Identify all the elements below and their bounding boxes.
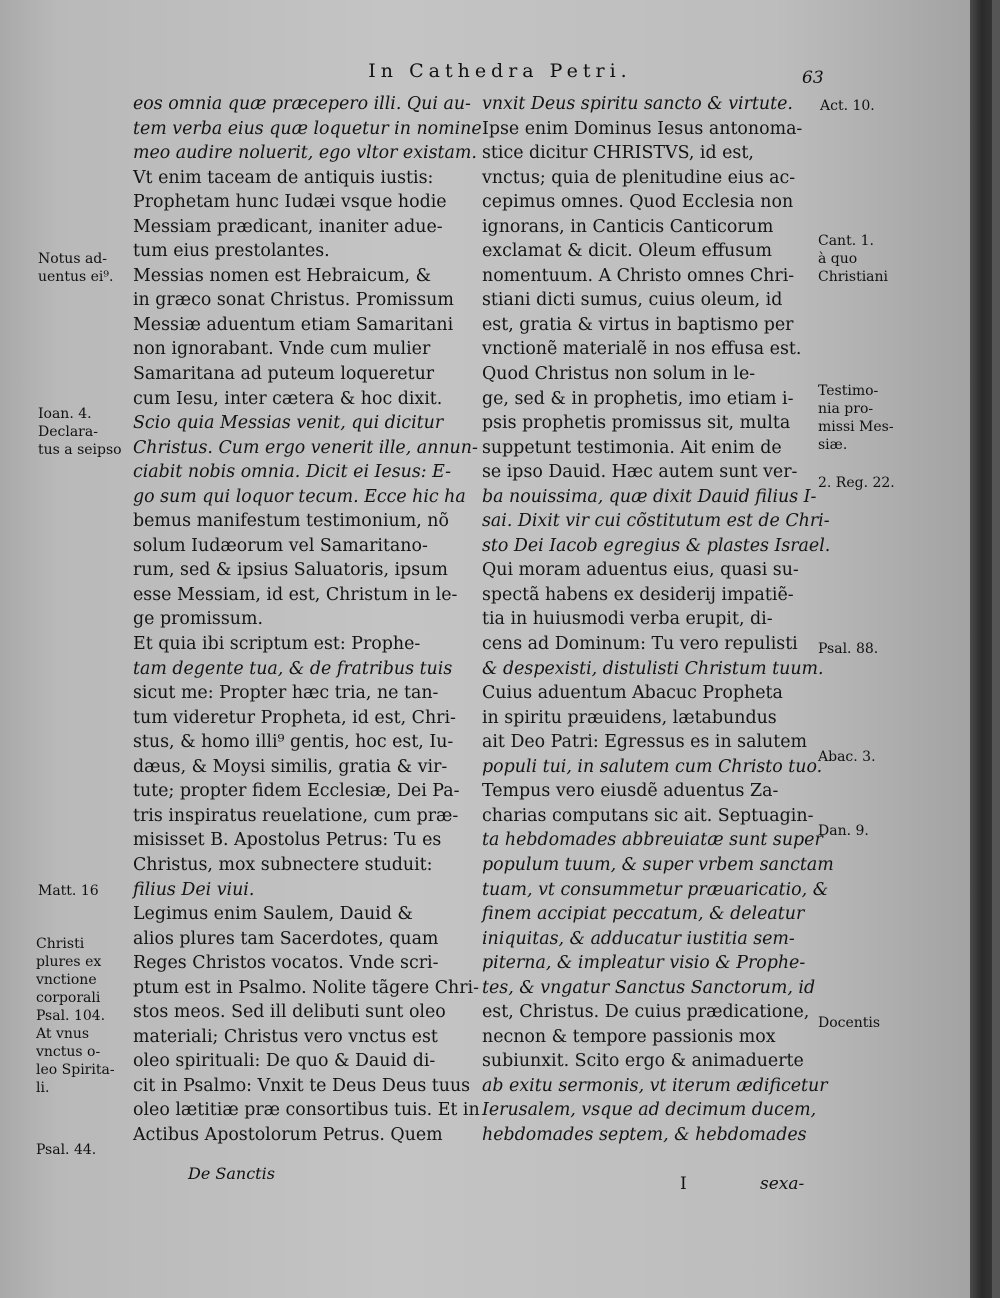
text-line: ab exitu sermonis, vt iterum ædificetur (482, 1075, 828, 1096)
text-line: ait Deo Patri: Egressus es in salutem (482, 732, 808, 753)
text-line: ta hebdomades abbreuiatæ sunt super (482, 830, 823, 851)
text-line: filius Dei viui. (133, 879, 255, 900)
text-line: tem verba eius quæ loquetur in nomine (133, 118, 482, 139)
text-line: Christus, mox subnectere studuit: (133, 854, 433, 875)
margin-note-reg (818, 474, 895, 492)
margin-note-ioan (38, 405, 122, 459)
text-line: & despexisti, distulisti Christum tuum. (482, 658, 824, 679)
text-line: Christus. Cum ergo venerit ille, annun- (133, 437, 478, 458)
margin-note-line: plures ex (36, 954, 102, 970)
text-line: stiani dicti sumus, cuius oleum, id (482, 290, 783, 311)
text-line: Actibus Apostolorum Petrus. Quem (133, 1124, 443, 1145)
text-line: stos meos. Sed ill delibuti sunt oleo (133, 1002, 446, 1023)
margin-note-testimonia (818, 382, 894, 454)
text-line: Vt enim taceam de antiquis iustis: (133, 167, 434, 188)
text-line: Legimus enim Saulem, Dauid & (133, 904, 413, 925)
text-line: Messiam prædicant, inaniter adue- (133, 216, 443, 237)
text-line: cepimus omnes. Quod Ecclesia non (482, 192, 794, 213)
margin-note-line: Declara- (38, 424, 98, 440)
text-line: iniquitas, & adducatur iustitia sem- (482, 928, 795, 949)
text-line: Samaritana ad puteum loqueretur (133, 364, 435, 385)
text-line: nomentuum. A Christo omnes Chri- (482, 265, 795, 286)
margin-note-abac (818, 748, 876, 766)
margin-note-line: Christiani (818, 269, 889, 285)
text-line: sicut me: Propter hæc tria, ne tan- (133, 683, 439, 704)
text-line: piterna, & impleatur visio & Prophe- (482, 953, 806, 974)
text-line: rum, sed & ipsius Saluatoris, ipsum (133, 560, 448, 581)
text-line: tia in huiusmodi verba erupit, di- (482, 609, 773, 630)
margin-note-line: Notus ad- (38, 251, 107, 267)
margin-note-line: missi Mes- (818, 419, 894, 435)
text-line: Ipse enim Dominus Iesus antonoma- (482, 118, 803, 139)
text-line: oleo lætitiæ præ consortibus tuis. Et in (133, 1100, 480, 1121)
text-line: populum tuum, & super vrbem sanctam (482, 854, 834, 875)
text-line: Messias nomen est Hebraicum, & (133, 265, 432, 286)
margin-note-line: à quo (818, 251, 858, 267)
text-line: tam degente tua, & de fratribus tuis (133, 658, 453, 679)
margin-note-act (820, 97, 875, 115)
text-line: materiali; Christus vero vnctus est (133, 1026, 438, 1047)
text-line: Quod Christus non solum in le- (482, 364, 756, 385)
text-line: solum Iudæorum vel Samaritano- (133, 535, 428, 556)
margin-note-line: vnctione (36, 972, 97, 988)
text-line: in græco sonat Christus. Promissum (133, 290, 454, 311)
margin-note-line: Act. 10. (820, 98, 875, 114)
text-line: se ipso Dauid. Hæc autem sunt ver- (482, 462, 798, 483)
catchword-right: sexa- (760, 1174, 805, 1194)
margin-note-dan (818, 822, 869, 840)
text-line: ge, sed & in prophetis, imo etiam i- (482, 388, 794, 409)
text-line: tes, & vngatur Sanctus Sanctorum, id (482, 977, 816, 998)
text-line: oleo spirituali: De quo & Dauid di- (133, 1051, 436, 1072)
text-line: populi tui, in salutem cum Christo tuo. (482, 756, 823, 777)
text-line: in spiritu præuidens, lætabundus (482, 707, 777, 728)
catchword-left: De Sanctis (188, 1164, 275, 1183)
page-number: 63 (802, 68, 824, 88)
text-line: stice dicitur CHRISTVS, id est, (482, 143, 754, 164)
margin-note-christi (36, 935, 115, 1097)
text-line: meo audire noluerit, ego vltor existam. (133, 143, 477, 164)
margin-note-notus (38, 250, 113, 286)
text-line: misisset B. Apostolus Petrus: Tu es (133, 830, 442, 851)
margin-note-line: uentus ei⁹. (38, 269, 114, 285)
margin-note-line: Christi (36, 936, 85, 952)
text-line: tute; propter fidem Ecclesiæ, Dei Pa- (133, 781, 460, 802)
margin-note-docentis (818, 1014, 880, 1032)
text-line: dæus, & Moysi similis, gratia & vir- (133, 756, 448, 777)
margin-note-line: 2. Reg. 22. (818, 475, 895, 491)
margin-note-line: Docentis (818, 1015, 881, 1031)
margin-note-line: Testimo- (818, 383, 879, 399)
text-line: cum Iesu, inter cætera & hoc dixit. (133, 388, 443, 409)
text-line: Qui moram aduentus eius, quasi su- (482, 560, 799, 581)
text-line: spectã habens ex desiderij impatiẽ- (482, 584, 794, 605)
text-line: ba nouissima, quæ dixit Dauid filius I- (482, 486, 817, 507)
margin-note-cant (818, 232, 888, 286)
text-line: subiunxit. Scito ergo & animaduerte (482, 1051, 804, 1072)
text-line: Tempus vero eiusdẽ aduentus Za- (482, 781, 779, 802)
text-line: esse Messiam, id est, Christum in le- (133, 584, 458, 605)
text-line: psis prophetis promissus sit, multa (482, 413, 791, 434)
margin-note-line: Cant. 1. (818, 233, 874, 249)
text-line: charias computans sic ait. Septuagin- (482, 805, 814, 826)
text-line: Scio quia Messias venit, qui dicitur (133, 413, 444, 434)
margin-note-line: li. (36, 1080, 50, 1096)
text-line: tum videretur Propheta, id est, Chri- (133, 707, 456, 728)
text-line: ge promissum. (133, 609, 263, 630)
margin-note-line: Matt. 16 (38, 883, 99, 899)
text-line: vnctus; quia de plenitudine eius ac- (482, 167, 796, 188)
text-line: go sum qui loquor tecum. Ecce hic ha (133, 486, 466, 507)
margin-note-matt (38, 882, 99, 900)
text-line: exclamat & dicit. Oleum effusum (482, 241, 772, 262)
text-line: eos omnia quæ præcepero illi. Qui au- (133, 94, 471, 114)
margin-note-line: Psal. 44. (36, 1142, 97, 1158)
text-line: tum eius prestolantes. (133, 241, 330, 262)
margin-note-line: Dan. 9. (818, 823, 869, 839)
text-line: hebdomades septem, & hebdomades (482, 1124, 807, 1145)
text-line: stus, & homo illi⁹ gentis, hoc est, Iu- (133, 732, 454, 753)
text-line: tris inspiratus reuelatione, cum præ- (133, 805, 459, 826)
margin-note-line: Abac. 3. (818, 749, 876, 765)
text-line: ciabit nobis omnia. Dicit ei Iesus: E- (133, 462, 452, 483)
text-line: est, gratia & virtus in baptismo per (482, 314, 794, 335)
text-line: necnon & tempore passionis mox (482, 1026, 776, 1047)
text-line: tuam, vt consummetur præuaricatio, & (482, 879, 829, 900)
text-line: Ierusalem, vsque ad decimum ducem, (482, 1100, 817, 1121)
margin-note-line: vnctus o- (36, 1044, 101, 1060)
margin-note-line: siæ. (818, 437, 848, 453)
margin-note-psal44 (36, 1141, 96, 1159)
text-line: suppetunt testimonia. Ait enim de (482, 437, 782, 458)
margin-note-line: Ioan. 4. (38, 406, 92, 422)
text-column-left (133, 92, 482, 1148)
text-line: bemus manifestum testimonium, nõ (133, 511, 449, 532)
text-line: cit in Psalmo: Vnxit te Deus Deus tuus (133, 1075, 471, 1096)
text-line: cens ad Dominum: Tu vero repulisti (482, 634, 798, 655)
text-line: Reges Christos vocatos. Vnde scri- (133, 953, 439, 974)
signature-mark: I (680, 1174, 687, 1194)
margin-note-line: leo Spirita- (36, 1062, 115, 1078)
text-line: vnctionẽ materialẽ in nos effusa est. (482, 339, 802, 360)
text-line: Prophetam hunc Iudæi vsque hodie (133, 192, 447, 213)
text-line: alios plures tam Sacerdotes, quam (133, 928, 439, 949)
text-line: Messiæ aduentum etiam Samaritani (133, 314, 454, 335)
text-line: Cuius aduentum Abacuc Propheta (482, 683, 783, 704)
margin-note-line: corporali (36, 990, 101, 1006)
margin-note-psal88 (818, 640, 878, 658)
text-line: finem accipiat peccatum, & deleatur (482, 904, 805, 925)
text-line: est, Christus. De cuius prædicatione, (482, 1002, 810, 1023)
text-line: sto Dei Iacob egregius & plastes Israel. (482, 535, 831, 556)
margin-note-line: Psal. 104. (36, 1008, 106, 1024)
running-title: In Cathedra Petri. (368, 60, 632, 82)
text-line: non ignorabant. Vnde cum mulier (133, 339, 431, 360)
margin-note-line: tus a seipso (38, 442, 122, 458)
text-line: sai. Dixit vir cui cõstitutum est de Chri- (482, 511, 830, 532)
text-line: ptum est in Psalmo. Nolite tãgere Chri- (133, 977, 479, 998)
margin-note-line: Psal. 88. (818, 641, 879, 657)
text-line: Et quia ibi scriptum est: Prophe- (133, 634, 421, 655)
text-line: vnxit Deus spiritu sancto & virtute. (482, 94, 793, 114)
margin-note-line: At vnus (36, 1026, 90, 1042)
text-line: ignorans, in Canticis Canticorum (482, 216, 774, 237)
margin-note-line: nia pro- (818, 401, 874, 417)
book-spine (970, 0, 1000, 1298)
